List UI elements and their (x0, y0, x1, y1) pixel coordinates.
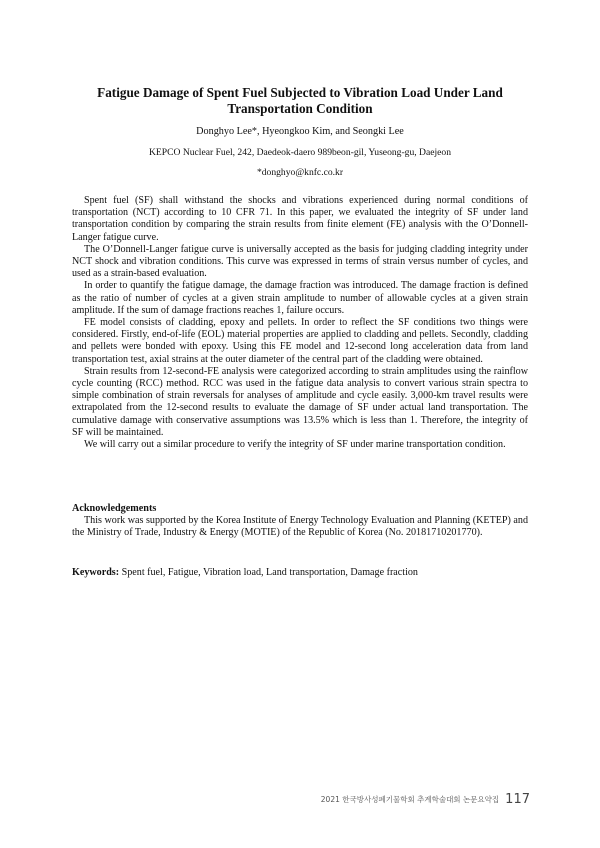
acknowledgements-text: This work was supported by the Korea Institute of Energy Technology Evaluation and Planning (KETEP) and the Ministry of Trade, Industry & Energy (MOTIE) of the Republic of Korea (No. 20181710201770). (72, 515, 528, 539)
paragraph: We will carry out a similar procedure to verify the integrity of SF under marine transportation condition. (84, 439, 506, 451)
page-number: 117 (505, 792, 530, 807)
page-footer (321, 789, 530, 808)
conference-name: 2021 한국방사성폐기물학회 추계학술대회 논문요약집 (320, 795, 500, 804)
paragraph: Strain results from 12-second-FE analysis were categorized according to strain amplitudes using the rainflow cycle counting (RCC) method. RCC was used in the fatigue data analysis to convert various strain spectra to simple combination of strain reversals for analyses of amplitude and cycle easily. 3,000-km travel results were extrapolated from the 12-second results to evaluate the damage of SF under actual land transportation. The cumulative damage with conservative assumptions was 13.5% which is less than 1. Therefore, the integrity of SF will be maintained. (72, 365, 528, 438)
keywords-label: Keywords: (72, 567, 120, 578)
acknowledgements-heading: Acknowledgements (72, 503, 157, 514)
paragraph: FE model consists of cladding, epoxy and pellets. In order to reflect the SF conditions two things were considered. Firstly, end-of-life (EOL) material properties are applied to cladding and pellets. Secondly, cladding and pellets were bonded with epoxy. Using this FE model and 12-second long acceleration data from land transportation test, axial strains at the outer diameter of the central part of the cladding were obtained. (72, 317, 528, 365)
contact-email: *donghyo@knfc.co.kr (256, 167, 344, 178)
paragraph: In order to quantify the fatigue damage, the damage fraction was introduced. The damage fraction is defined as the ratio of number of cycles at a given strain amplitude to number of allowable cycles at a given strain amplitude. If the sum of damage fractions reaches 1, failure occurs. (72, 280, 528, 316)
paper-title: Fatigue Damage of Spent Fuel Subjected to Vibration Load Under Land Transportation Condition (97, 85, 503, 116)
acknowledgements-section (72, 515, 528, 539)
author-list: Donghyo Lee*, Hyeongkoo Kim, and Seongki Lee (196, 126, 404, 137)
abstract-body (72, 195, 528, 451)
keywords-line (72, 566, 528, 579)
affiliation: KEPCO Nuclear Fuel, 242, Daedeok-daero 989beon-gil, Yuseong-gu, Daejeon (148, 147, 452, 158)
keywords-text: Spent fuel, Fatigue, Vibration load, Land transportation, Damage fraction (119, 567, 418, 578)
paragraph: Spent fuel (SF) shall withstand the shocks and vibrations experienced during normal conditions of transportation (NCT) according to 10 CFR 71. In this paper, we evaluated the integrity of SF under land transportation condition by comparing the strain results from finite element (FE) analysis with the O’Donnell-Langer fatigue curve. (72, 195, 528, 243)
paragraph: The O’Donnell-Langer fatigue curve is universally accepted as the basis for judging cladding integrity under NCT shock and vibration conditions. This curve was expressed in terms of strain versus number of cycles, and used as a strain-based evaluation. (72, 243, 528, 280)
